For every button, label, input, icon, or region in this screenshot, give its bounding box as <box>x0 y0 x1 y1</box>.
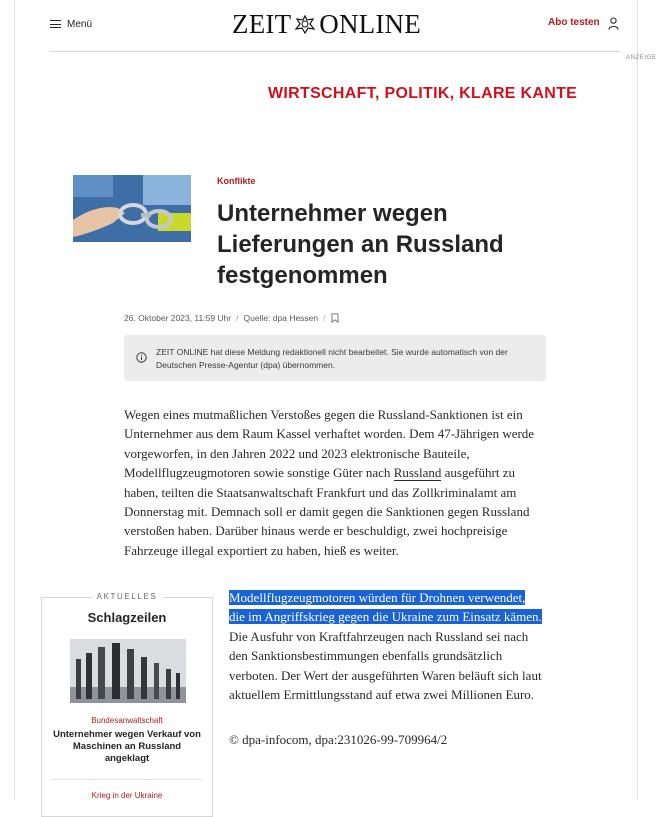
site-header <box>0 0 659 52</box>
site-logo[interactable] <box>232 9 421 39</box>
machines-photo <box>70 639 186 703</box>
article-image[interactable] <box>73 175 191 242</box>
abo-testen-link[interactable]: Abo testen <box>548 17 600 28</box>
page-frame-right <box>637 0 638 800</box>
menu-button[interactable] <box>50 16 92 32</box>
user-icon[interactable] <box>608 17 619 30</box>
bookmark-icon[interactable] <box>331 313 339 323</box>
logo-word-right: ONLINE <box>319 8 421 39</box>
logo-emblem-icon <box>294 14 316 34</box>
article-credit: © dpa-infocom, dpa:231026-99-709964/2 <box>229 732 448 747</box>
meta-separator: / <box>323 313 326 323</box>
header-divider <box>50 51 620 52</box>
ad-label: ANZEIGE <box>626 55 657 61</box>
selected-text[interactable]: Modellflugzeugmotoren würden für Drohnen verwendet, die im Angriffskrieg gegen die Ukraine zum Einsatz kämen. <box>229 590 542 625</box>
article-kicker[interactable]: Konflikte <box>217 176 256 186</box>
menu-label: Menü <box>67 18 93 30</box>
article-date: 26. Oktober 2023, 11:59 Uhr <box>124 313 232 323</box>
page-frame-left <box>14 0 15 800</box>
paragraph-1-text-end: ausgeführt zu haben, teilten die Staatsanwaltschaft Frankfurt und das Zollkriminalamt am Donnerstag mit. Demnach soll er damit gegen die Sanktionen gegen Russland verstoßen haben. Darüber hinaus werde er beschuldigt, zwei hochpreisige Fahrzeuge illegal exportiert zu haben, hieß es weiter. <box>124 465 530 558</box>
hamburger-icon <box>50 20 61 28</box>
article-paragraph-1 <box>124 405 539 560</box>
article-headline: Unternehmer wegen Lieferungen an Russland festgenommen <box>217 200 504 289</box>
meta-separator: / <box>236 313 239 323</box>
headlines-sidebar <box>41 592 213 817</box>
article-paragraph-2 <box>229 588 544 704</box>
sidebar-item-headline[interactable]: Unternehmer wegen Verkauf von Maschinen an Russland angeklagt <box>53 729 201 764</box>
sidebar-title: Schlagzeilen <box>87 610 167 625</box>
russland-link[interactable]: Russland <box>393 465 442 481</box>
dpa-notice-box <box>124 335 546 381</box>
paragraph-2-text: Die Ausfuhr von Kraftfahrzeugen nach Russland sei nach den Sanktionsbestimmungen ebenfalls grundsätzlich verboten. Der Wert der ausgeführten Waren beläuft sich laut aktuellem Ermittlungsstand auf etwa zwei Millionen Euro. <box>229 628 542 703</box>
handcuffs-photo <box>73 175 191 242</box>
ad-banner[interactable]: WIRTSCHAFT, POLITIK, KLARE KANTE <box>268 85 578 102</box>
notice-text: ZEIT ONLINE hat diese Meldung redaktionell nicht bearbeitet. Sie wurde automatisch von der Deutschen Presse-Agentur (dpa) übernommen. <box>156 347 508 370</box>
sidebar-teaser-image[interactable] <box>70 639 186 703</box>
article-meta <box>124 313 339 323</box>
info-icon <box>136 352 147 363</box>
sidebar-divider <box>52 779 202 780</box>
sidebar-kicker: AKTUELLES <box>96 592 158 601</box>
article-source: Quelle: dpa Hessen <box>243 313 319 323</box>
logo-word-left: ZEIT <box>232 8 292 39</box>
sidebar-item-kicker[interactable]: Krieg in der Ukraine <box>91 791 163 800</box>
sidebar-item-kicker[interactable]: Bundesanwaltschaft <box>91 716 163 725</box>
paragraph-1-text-start: Wegen eines mutmaßlichen Verstoßes gegen die Russland-Sanktionen ist ein Unternehmer aus dem Raum Kassel verhaftet worden. Dem 47-Jährigen werde vorgeworfen, in den Jahren 2022 und 2023 elektronische Bauteile, Modellflugzeugmotoren sowie sonstige Güter nach <box>124 407 535 481</box>
